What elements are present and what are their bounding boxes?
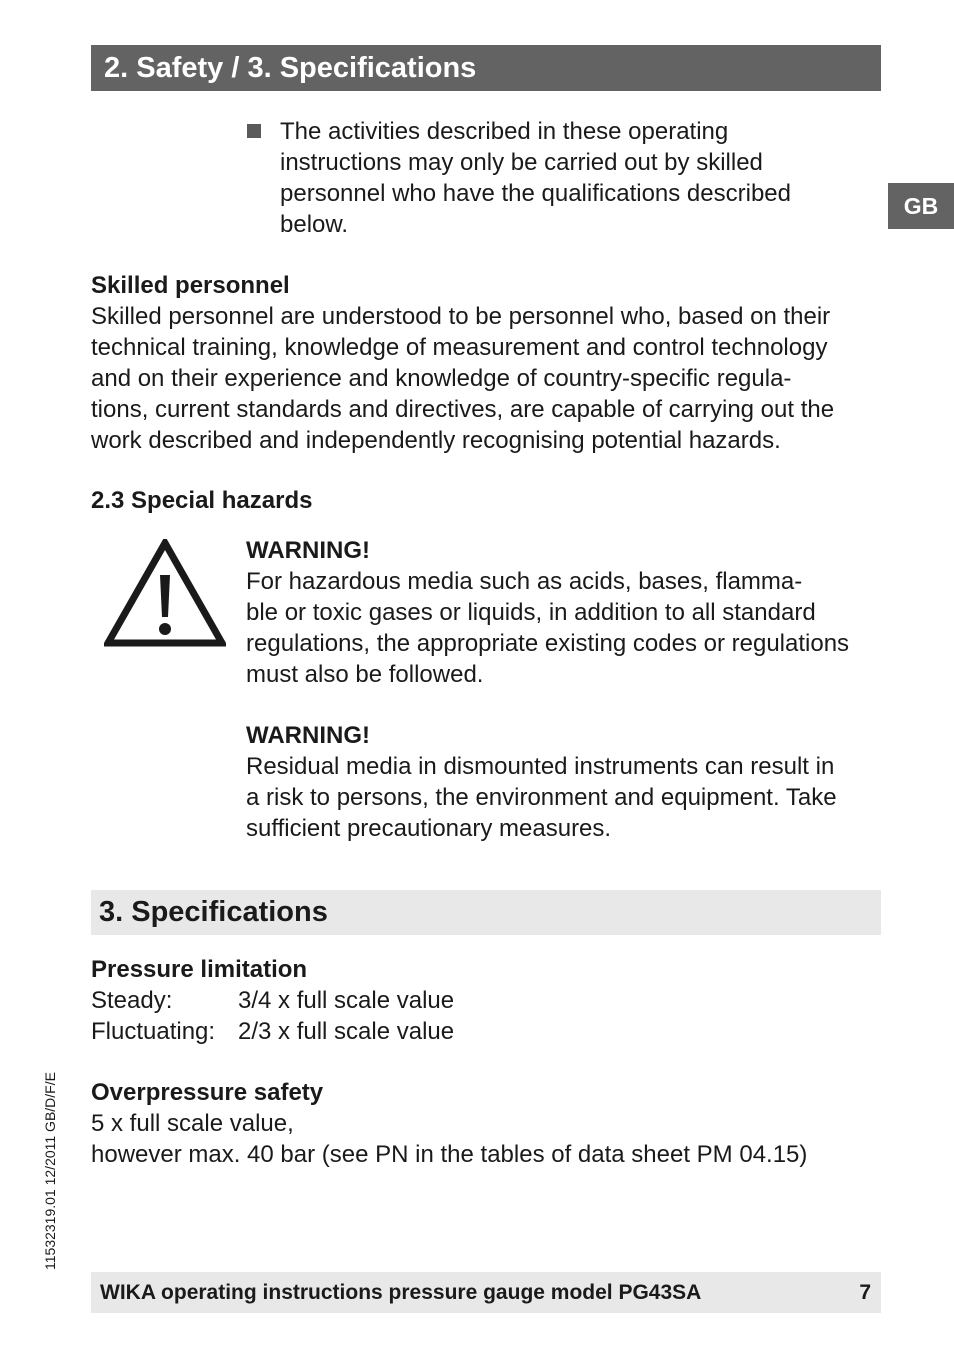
bullet-line: below. (280, 211, 349, 238)
language-tab: GB (888, 183, 954, 229)
warning-line: regulations, the appropriate existing codes or regulations (246, 630, 850, 657)
specifications-title: 3. Specifications (99, 896, 328, 928)
warning-line: a risk to persons, the environment and equipment. Take (246, 784, 837, 811)
footer-text: WIKA operating instructions pressure gauge model PG43SA (100, 1281, 702, 1304)
bullet-text (280, 116, 847, 240)
page-number: 7 (859, 1281, 871, 1304)
section-header (91, 45, 881, 91)
skilled-line: technical training, knowledge of measurement and control technology (91, 334, 828, 361)
bullet-square-icon (247, 124, 261, 138)
spec-row-label: Steady: (91, 987, 173, 1014)
document-code: 11532319.01 12/2011 GB/D/F/E (42, 1072, 58, 1270)
specifications-header (91, 890, 881, 935)
warning-block-1 (246, 535, 886, 690)
skilled-line: work described and independently recognising potential hazards. (91, 427, 781, 454)
spec-row-value: 2/3 x full scale value (238, 1018, 455, 1045)
skilled-personnel-section (91, 270, 891, 456)
special-hazards-heading-block (91, 485, 312, 516)
overpressure-heading: Overpressure safety (91, 1079, 324, 1106)
overpressure-line: however max. 40 bar (see PN in the tables of data sheet PM 04.15) (91, 1141, 808, 1168)
skilled-line: tions, current standards and directives, are capable of carrying out the (91, 396, 835, 423)
bullet-item (247, 116, 847, 240)
warning-line: For hazardous media such as acids, bases, flamma- (246, 568, 803, 595)
warning-line: must also be followed. (246, 661, 484, 688)
warning-triangle-icon (104, 539, 226, 647)
overpressure-section (91, 1077, 881, 1170)
warning-block-2 (246, 720, 886, 844)
overpressure-line: 5 x full scale value, (91, 1110, 294, 1137)
skilled-personnel-heading: Skilled personnel (91, 272, 290, 299)
warning-title: WARNING! (246, 537, 370, 564)
spec-row (91, 1016, 881, 1047)
warning-line: Residual media in dismounted instruments can result in (246, 753, 835, 780)
skilled-line: and on their experience and knowledge of country-specific regula- (91, 365, 792, 392)
bullet-line: personnel who have the qualifications described (280, 180, 791, 207)
skilled-line: Skilled personnel are understood to be personnel who, based on their (91, 303, 831, 330)
warning-line: ble or toxic gases or liquids, in addition to all standard (246, 599, 816, 626)
pressure-limitation-heading: Pressure limitation (91, 956, 308, 983)
bullet-line: The activities described in these operating (280, 118, 729, 145)
spec-row (91, 985, 881, 1016)
special-hazards-heading: 2.3 Special hazards (91, 487, 313, 514)
spec-row-value: 3/4 x full scale value (238, 987, 455, 1014)
warning-line: sufficient precautionary measures. (246, 815, 612, 842)
page-footer (91, 1272, 881, 1313)
warning-title: WARNING! (246, 722, 370, 749)
bullet-line: instructions may only be carried out by skilled (280, 149, 763, 176)
section-header-title: 2. Safety / 3. Specifications (104, 52, 477, 84)
spec-row-label: Fluctuating: (91, 1018, 216, 1045)
pressure-limitation-section (91, 954, 881, 1047)
